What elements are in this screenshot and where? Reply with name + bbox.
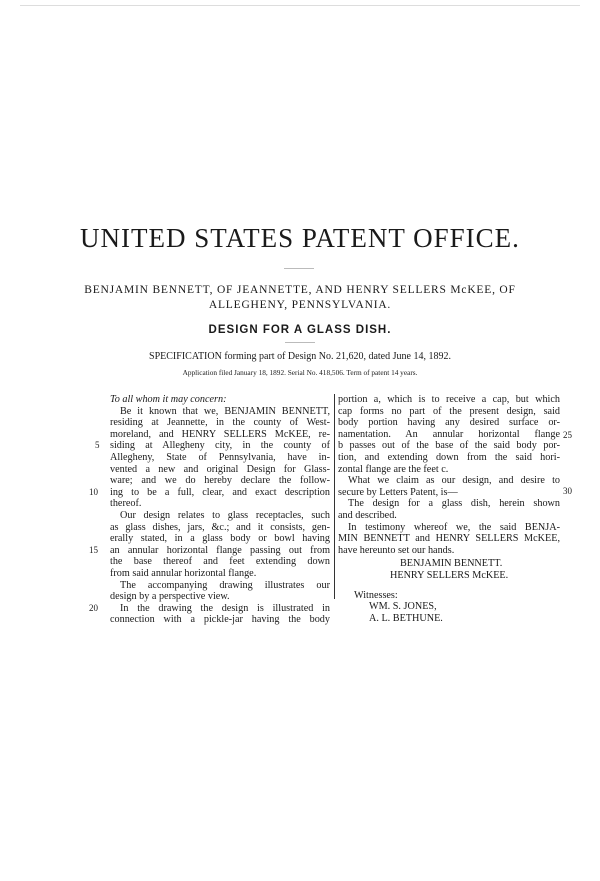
- title-ornament-rule: [284, 268, 314, 269]
- text-line: What we claim as our design, and desire to: [348, 475, 560, 487]
- text-line: Be it known that we, BENJAMIN BENNETT,: [120, 405, 330, 417]
- text-line: erally stated, in a glass body or bowl having: [110, 533, 330, 545]
- line-number: 10: [89, 487, 98, 497]
- inventors-line: ALLEGHENY, PENNSYLVANIA.: [208, 299, 392, 311]
- witness-name: WM. S. JONES,: [369, 601, 437, 613]
- text-line: siding at Allegheny city, in the county of: [110, 440, 330, 452]
- text-line: thereof.: [110, 498, 142, 510]
- text-line: the base thereof and feet extending down: [110, 556, 330, 568]
- line-number: 30: [563, 486, 572, 496]
- left-column-text: [110, 394, 330, 626]
- column-divider: [334, 394, 335, 599]
- text-line: The accompanying drawing illustrates our: [120, 579, 330, 591]
- text-line: vented a new and original Design for Glass-: [110, 463, 330, 475]
- text-line: ing to be a full, clear, and exact description: [110, 486, 330, 498]
- text-line: Our design relates to glass receptacles, such: [120, 509, 330, 521]
- text-line: zontal flange are the feet c.: [338, 463, 449, 475]
- signature-line: HENRY SELLERS McKEE.: [390, 569, 509, 581]
- top-scan-border: [20, 5, 580, 6]
- design-title-rule: [285, 342, 315, 343]
- text-line: an annular horizontal flange passing out from: [110, 544, 330, 556]
- signature-line: BENJAMIN BENNETT.: [400, 558, 503, 570]
- text-line: ware; and we do hereby declare the follow-: [110, 475, 330, 487]
- text-line: In testimony whereof we, the said BENJA-: [348, 521, 560, 533]
- inventors-line: BENJAMIN BENNETT, OF JEANNETTE, AND HENRY SELLERS McKEE, OF: [84, 284, 516, 296]
- specification-line: SPECIFICATION forming part of Design No. 21,620, dated June 14, 1892.: [149, 351, 451, 362]
- design-title: DESIGN FOR A GLASS DISH.: [208, 324, 392, 336]
- witnesses-label: Witnesses:: [354, 589, 398, 601]
- line-number: 20: [89, 603, 98, 613]
- application-line: Application filed January 18, 1892. Serial No. 418,506. Term of patent 14 years.: [182, 368, 418, 377]
- text-line: design by a perspective view.: [110, 591, 230, 603]
- text-line: tion, and extending down from the said hori-: [338, 451, 560, 463]
- text-line: have hereunto set our hands.: [338, 544, 455, 556]
- text-line: namentation. An annular horizontal flange: [338, 428, 560, 440]
- text-line: The design for a glass dish, herein shown: [348, 498, 560, 510]
- text-line: from said annular horizontal flange.: [110, 567, 257, 579]
- text-line: residing at Jeannette, in the county of West-: [110, 417, 330, 429]
- page-title: UNITED STATES PATENT OFFICE.: [80, 223, 520, 253]
- line-number: 5: [95, 440, 100, 450]
- text-line: cap forms no part of the present design, said: [338, 405, 560, 417]
- text-line: moreland, and HENRY SELLERS McKEE, re-: [110, 428, 330, 440]
- line-number: 25: [563, 430, 572, 440]
- text-line: In the drawing the design is illustrated in: [120, 602, 330, 614]
- text-line: and described.: [338, 509, 397, 521]
- right-column-text: [338, 394, 560, 624]
- text-line: as glass dishes, jars, &c.; and it consists, gen-: [110, 521, 330, 533]
- text-line: b passes out of the base of the said body por-: [338, 440, 560, 452]
- salutation-line: To all whom it may concern:: [110, 394, 227, 405]
- inventors-heading: [0, 283, 600, 313]
- line-number: 15: [89, 545, 98, 555]
- text-line: body portion having any desired surface or-: [338, 417, 560, 429]
- witness-name: A. L. BETHUNE.: [369, 612, 443, 624]
- text-line: connection with a pickle-jar having the body: [110, 614, 330, 626]
- text-line: MIN BENNETT and HENRY SELLERS McKEE,: [338, 533, 560, 545]
- text-line: portion a, which is to receive a cap, but which: [338, 394, 560, 405]
- text-line: Allegheny, State of Pennsylvania, have in-: [110, 451, 330, 463]
- text-line: secure by Letters Patent, is—: [338, 486, 458, 498]
